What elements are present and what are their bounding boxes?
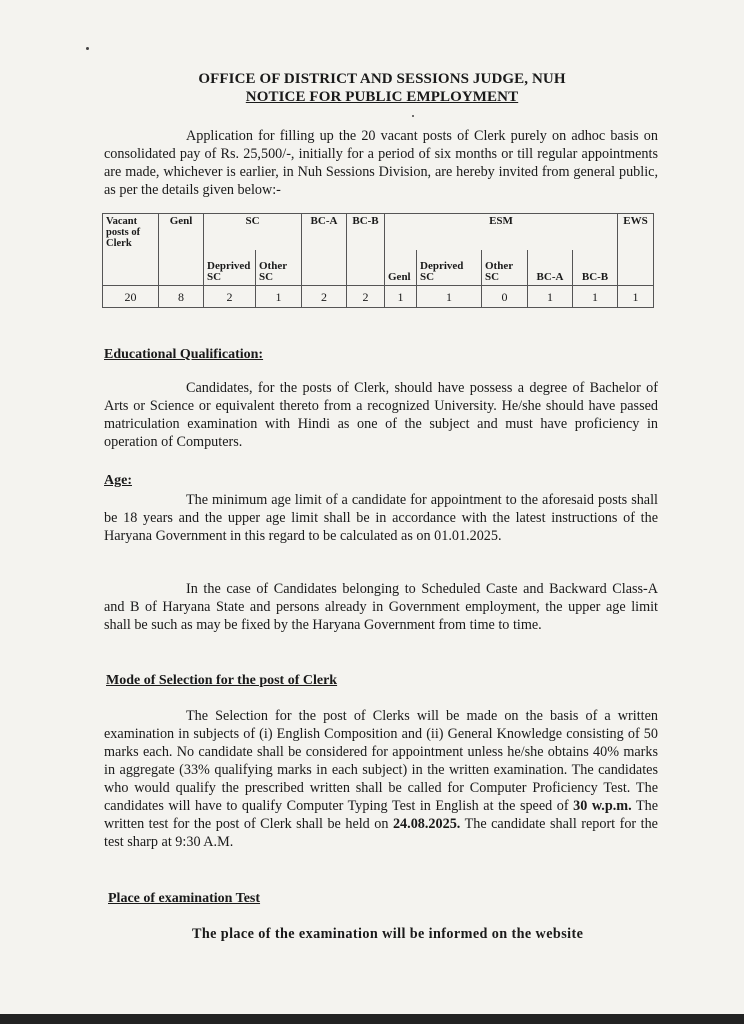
selection-text-c: The candidate shall report for the test sharp at 9:30 A.M. xyxy=(104,816,658,850)
intro-text: Application for filling up the 20 vacant posts of Clerk purely on adhoc basis on consolidated pay of Rs. 25,500/-, initially for a period of six months or till regular appointments are made, whichever is earlier, in Nuh Sessions Division, are hereby invited from general public, as per the details given below:- xyxy=(104,128,658,198)
selection-paragraph xyxy=(104,707,658,851)
selection-text-b: The written test for the post of Clerk shall be held on xyxy=(104,798,658,832)
typing-speed: 30 w.p.m. xyxy=(573,798,632,814)
place-paragraph xyxy=(104,925,658,943)
age-text-2: In the case of Candidates belonging to Scheduled Caste and Backward Class-A and B of Haryana State and persons already in Government employment, the upper age limit shall be such as may be fixed by the Haryana Government from time to time. xyxy=(104,581,658,633)
office-title: OFFICE OF DISTRICT AND SESSIONS JUDGE, NUH xyxy=(198,71,566,87)
header-genl: Genl xyxy=(159,214,204,286)
place-text: The place of the examination will be informed on the website xyxy=(192,926,584,942)
cell-deprived-sc: 2 xyxy=(204,286,256,308)
selection-heading: Mode of Selection for the post of Clerk xyxy=(106,673,338,688)
age-paragraph-2 xyxy=(104,580,658,634)
cell-esm-bc-a: 1 xyxy=(528,286,573,308)
edu-text: Candidates, for the posts of Clerk, should have possess a degree of Bachelor of Arts or Science or equivalent thereto from a recognized University. He/she should have passed matriculation examination with Hindi as one of the subject and must have proficiency in operation of Computers. xyxy=(104,380,658,450)
age-heading: Age: xyxy=(104,473,132,488)
cell-esm-genl: 1 xyxy=(385,286,417,308)
header-esm-deprived-sc: Deprived SC xyxy=(417,250,482,286)
selection-text-a: The Selection for the post of Clerks will be made on the basis of a written examination in subjects of (i) English Composition and (ii) General Knowledge consisting of 50 marks each. No candidate shall be considered for appointment unless he/she obtains 40% marks in aggregate (33% qualifying marks in each subject) in the written examination. The candidates who would qualify the prescribed written shall be called for Computer Proficiency Test. The candidates will have to qualify Computer Typing Test in English at the speed of xyxy=(104,708,658,814)
scan-speck xyxy=(412,115,414,117)
header-esm-bc-b: BC-B xyxy=(573,250,618,286)
header-deprived-sc: Deprived SC xyxy=(204,250,256,286)
header-vacant-posts: Vacant posts of Clerk xyxy=(103,214,159,286)
header-sc: SC xyxy=(204,214,302,250)
header-esm-bc-a: BC-A xyxy=(528,250,573,286)
header-bc-b: BC-B xyxy=(347,214,385,286)
exam-date: 24.08.2025. xyxy=(392,816,461,832)
cell-esm-other-sc: 0 xyxy=(482,286,528,308)
edu-heading: Educational Qualification: xyxy=(104,347,264,362)
cell-ews: 1 xyxy=(618,286,654,308)
vacancy-table xyxy=(102,213,654,308)
notice-title: NOTICE FOR PUBLIC EMPLOYMENT xyxy=(245,89,519,105)
cell-esm-bc-b: 1 xyxy=(573,286,618,308)
header-other-sc: Other SC xyxy=(256,250,302,286)
header-esm: ESM xyxy=(385,214,618,250)
cell-bc-b: 2 xyxy=(347,286,385,308)
table-row xyxy=(103,286,654,308)
cell-vacant: 20 xyxy=(103,286,159,308)
cell-genl: 8 xyxy=(159,286,204,308)
header-esm-genl: Genl xyxy=(385,250,417,286)
place-heading: Place of examination Test xyxy=(108,891,261,906)
scan-speck xyxy=(86,47,89,50)
edu-paragraph xyxy=(104,379,658,451)
cell-other-sc: 1 xyxy=(256,286,302,308)
header-ews: EWS xyxy=(618,214,654,286)
intro-paragraph xyxy=(104,127,658,199)
age-paragraph-1 xyxy=(104,491,658,545)
age-text-1: The minimum age limit of a candidate for appointment to the aforesaid posts shall be 18 years and the upper age limit shall be in accordance with the latest instructions of the Haryana Government in this regard to be calculated as on 01.01.2025. xyxy=(104,492,658,544)
cell-esm-deprived-sc: 1 xyxy=(417,286,482,308)
header-esm-other-sc: Other SC xyxy=(482,250,528,286)
scan-bottom-edge xyxy=(0,1014,744,1024)
cell-bc-a: 2 xyxy=(302,286,347,308)
header-bc-a: BC-A xyxy=(302,214,347,286)
